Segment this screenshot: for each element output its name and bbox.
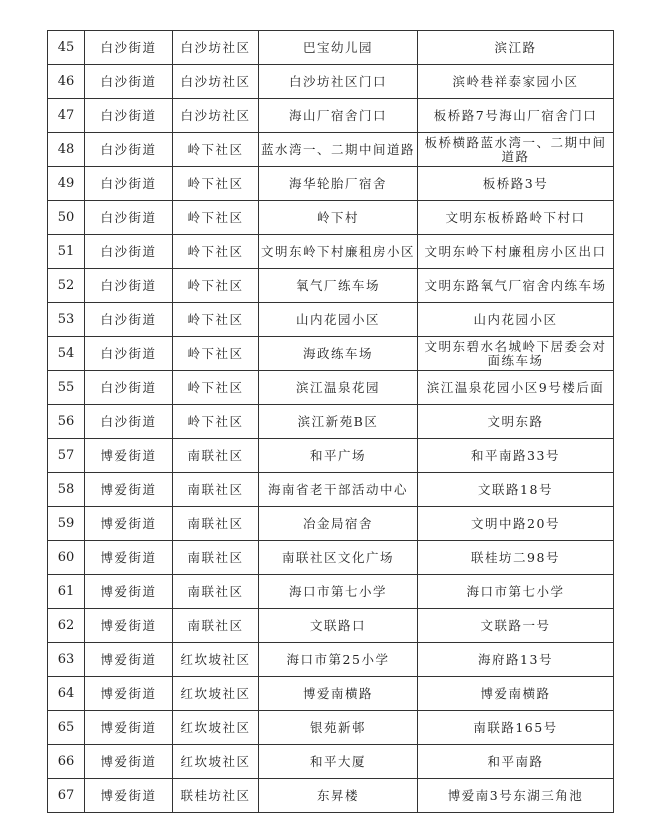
row-number-cell: 49 bbox=[48, 167, 85, 201]
place-cell: 文明东岭下村廉租房小区 bbox=[259, 235, 418, 269]
table-row bbox=[48, 575, 614, 609]
row-number-cell: 54 bbox=[48, 337, 85, 371]
table-row bbox=[48, 779, 614, 813]
community-cell: 岭下社区 bbox=[173, 337, 259, 371]
address-cell: 和平南路 bbox=[418, 745, 614, 779]
address-cell: 文明中路20号 bbox=[418, 507, 614, 541]
street-cell: 白沙街道 bbox=[85, 337, 173, 371]
address-cell: 南联路165号 bbox=[418, 711, 614, 745]
place-cell: 蓝水湾一、二期中间道路 bbox=[259, 133, 418, 167]
table-row bbox=[48, 473, 614, 507]
street-cell: 博爱街道 bbox=[85, 473, 173, 507]
table-row bbox=[48, 201, 614, 235]
community-cell: 岭下社区 bbox=[173, 201, 259, 235]
place-cell: 白沙坊社区门口 bbox=[259, 65, 418, 99]
street-cell: 白沙街道 bbox=[85, 201, 173, 235]
row-number-cell: 62 bbox=[48, 609, 85, 643]
community-cell: 南联社区 bbox=[173, 473, 259, 507]
row-number-cell: 65 bbox=[48, 711, 85, 745]
address-cell: 文明东岭下村廉租房小区出口 bbox=[418, 235, 614, 269]
place-cell: 海山厂宿舍门口 bbox=[259, 99, 418, 133]
place-cell: 海南省老干部活动中心 bbox=[259, 473, 418, 507]
row-number-cell: 63 bbox=[48, 643, 85, 677]
place-cell: 海政练车场 bbox=[259, 337, 418, 371]
place-cell: 氧气厂练车场 bbox=[259, 269, 418, 303]
community-cell: 白沙坊社区 bbox=[173, 99, 259, 133]
community-cell: 红坎坡社区 bbox=[173, 711, 259, 745]
row-number-cell: 66 bbox=[48, 745, 85, 779]
street-cell: 博爱街道 bbox=[85, 711, 173, 745]
street-cell: 博爱街道 bbox=[85, 643, 173, 677]
street-cell: 白沙街道 bbox=[85, 371, 173, 405]
table-row bbox=[48, 31, 614, 65]
address-cell: 和平南路33号 bbox=[418, 439, 614, 473]
community-cell: 红坎坡社区 bbox=[173, 745, 259, 779]
table-row bbox=[48, 507, 614, 541]
community-cell: 岭下社区 bbox=[173, 405, 259, 439]
row-number-cell: 60 bbox=[48, 541, 85, 575]
street-cell: 白沙街道 bbox=[85, 269, 173, 303]
locations-table bbox=[47, 30, 614, 813]
community-cell: 红坎坡社区 bbox=[173, 643, 259, 677]
row-number-cell: 67 bbox=[48, 779, 85, 813]
address-cell: 博爱南横路 bbox=[418, 677, 614, 711]
place-cell: 南联社区文化广场 bbox=[259, 541, 418, 575]
address-cell: 板桥路7号海山厂宿舍门口 bbox=[418, 99, 614, 133]
community-cell: 岭下社区 bbox=[173, 167, 259, 201]
table-row bbox=[48, 133, 614, 167]
table-row bbox=[48, 235, 614, 269]
place-cell: 山内花园小区 bbox=[259, 303, 418, 337]
place-cell: 东昇楼 bbox=[259, 779, 418, 813]
place-cell: 文联路口 bbox=[259, 609, 418, 643]
address-cell: 联桂坊二98号 bbox=[418, 541, 614, 575]
row-number-cell: 58 bbox=[48, 473, 85, 507]
place-cell: 海华轮胎厂宿舍 bbox=[259, 167, 418, 201]
row-number-cell: 61 bbox=[48, 575, 85, 609]
table-row bbox=[48, 405, 614, 439]
address-cell: 文联路一号 bbox=[418, 609, 614, 643]
street-cell: 白沙街道 bbox=[85, 303, 173, 337]
table-row bbox=[48, 439, 614, 473]
table-row bbox=[48, 609, 614, 643]
community-cell: 南联社区 bbox=[173, 439, 259, 473]
table-row bbox=[48, 643, 614, 677]
community-cell: 岭下社区 bbox=[173, 269, 259, 303]
address-cell: 海府路13号 bbox=[418, 643, 614, 677]
street-cell: 博爱街道 bbox=[85, 541, 173, 575]
place-cell: 银苑新邨 bbox=[259, 711, 418, 745]
row-number-cell: 56 bbox=[48, 405, 85, 439]
address-cell: 海口市第七小学 bbox=[418, 575, 614, 609]
table-row bbox=[48, 99, 614, 133]
community-cell: 联桂坊社区 bbox=[173, 779, 259, 813]
row-number-cell: 50 bbox=[48, 201, 85, 235]
community-cell: 南联社区 bbox=[173, 609, 259, 643]
row-number-cell: 64 bbox=[48, 677, 85, 711]
community-cell: 白沙坊社区 bbox=[173, 65, 259, 99]
address-cell: 文联路18号 bbox=[418, 473, 614, 507]
row-number-cell: 46 bbox=[48, 65, 85, 99]
table-row bbox=[48, 167, 614, 201]
address-cell: 滨岭巷祥泰家园小区 bbox=[418, 65, 614, 99]
address-cell: 滨江温泉花园小区9号楼后面 bbox=[418, 371, 614, 405]
place-cell: 滨江新苑B区 bbox=[259, 405, 418, 439]
place-cell: 海口市第25小学 bbox=[259, 643, 418, 677]
address-cell: 文明东路氧气厂宿舍内练车场 bbox=[418, 269, 614, 303]
table-row bbox=[48, 65, 614, 99]
place-cell: 岭下村 bbox=[259, 201, 418, 235]
row-number-cell: 55 bbox=[48, 371, 85, 405]
row-number-cell: 47 bbox=[48, 99, 85, 133]
street-cell: 博爱街道 bbox=[85, 779, 173, 813]
row-number-cell: 48 bbox=[48, 133, 85, 167]
street-cell: 博爱街道 bbox=[85, 677, 173, 711]
address-cell: 博爱南3号东湖三角池 bbox=[418, 779, 614, 813]
street-cell: 白沙街道 bbox=[85, 235, 173, 269]
table-row bbox=[48, 677, 614, 711]
row-number-cell: 52 bbox=[48, 269, 85, 303]
address-cell: 文明东板桥路岭下村口 bbox=[418, 201, 614, 235]
address-cell: 板桥横路蓝水湾一、二期中间道路 bbox=[418, 133, 614, 167]
row-number-cell: 57 bbox=[48, 439, 85, 473]
place-cell: 博爱南横路 bbox=[259, 677, 418, 711]
community-cell: 南联社区 bbox=[173, 541, 259, 575]
row-number-cell: 53 bbox=[48, 303, 85, 337]
street-cell: 白沙街道 bbox=[85, 405, 173, 439]
street-cell: 博爱街道 bbox=[85, 439, 173, 473]
street-cell: 白沙街道 bbox=[85, 167, 173, 201]
street-cell: 白沙街道 bbox=[85, 133, 173, 167]
community-cell: 白沙坊社区 bbox=[173, 31, 259, 65]
street-cell: 白沙街道 bbox=[85, 31, 173, 65]
row-number-cell: 51 bbox=[48, 235, 85, 269]
table-body bbox=[48, 31, 614, 813]
address-cell: 滨江路 bbox=[418, 31, 614, 65]
table-row bbox=[48, 303, 614, 337]
place-cell: 海口市第七小学 bbox=[259, 575, 418, 609]
place-cell: 冶金局宿舍 bbox=[259, 507, 418, 541]
row-number-cell: 59 bbox=[48, 507, 85, 541]
street-cell: 白沙街道 bbox=[85, 65, 173, 99]
table-row bbox=[48, 371, 614, 405]
place-cell: 和平大厦 bbox=[259, 745, 418, 779]
community-cell: 南联社区 bbox=[173, 575, 259, 609]
table-row bbox=[48, 745, 614, 779]
street-cell: 博爱街道 bbox=[85, 575, 173, 609]
street-cell: 博爱街道 bbox=[85, 745, 173, 779]
community-cell: 岭下社区 bbox=[173, 133, 259, 167]
community-cell: 岭下社区 bbox=[173, 235, 259, 269]
street-cell: 博爱街道 bbox=[85, 507, 173, 541]
street-cell: 白沙街道 bbox=[85, 99, 173, 133]
street-cell: 博爱街道 bbox=[85, 609, 173, 643]
place-cell: 滨江温泉花园 bbox=[259, 371, 418, 405]
community-cell: 岭下社区 bbox=[173, 303, 259, 337]
community-cell: 岭下社区 bbox=[173, 371, 259, 405]
address-cell: 文明东碧水名城岭下居委会对面练车场 bbox=[418, 337, 614, 371]
place-cell: 巴宝幼儿园 bbox=[259, 31, 418, 65]
table-row bbox=[48, 541, 614, 575]
community-cell: 红坎坡社区 bbox=[173, 677, 259, 711]
table-row bbox=[48, 711, 614, 745]
row-number-cell: 45 bbox=[48, 31, 85, 65]
address-cell: 山内花园小区 bbox=[418, 303, 614, 337]
place-cell: 和平广场 bbox=[259, 439, 418, 473]
community-cell: 南联社区 bbox=[173, 507, 259, 541]
table-row bbox=[48, 337, 614, 371]
address-cell: 文明东路 bbox=[418, 405, 614, 439]
address-cell: 板桥路3号 bbox=[418, 167, 614, 201]
table-row bbox=[48, 269, 614, 303]
